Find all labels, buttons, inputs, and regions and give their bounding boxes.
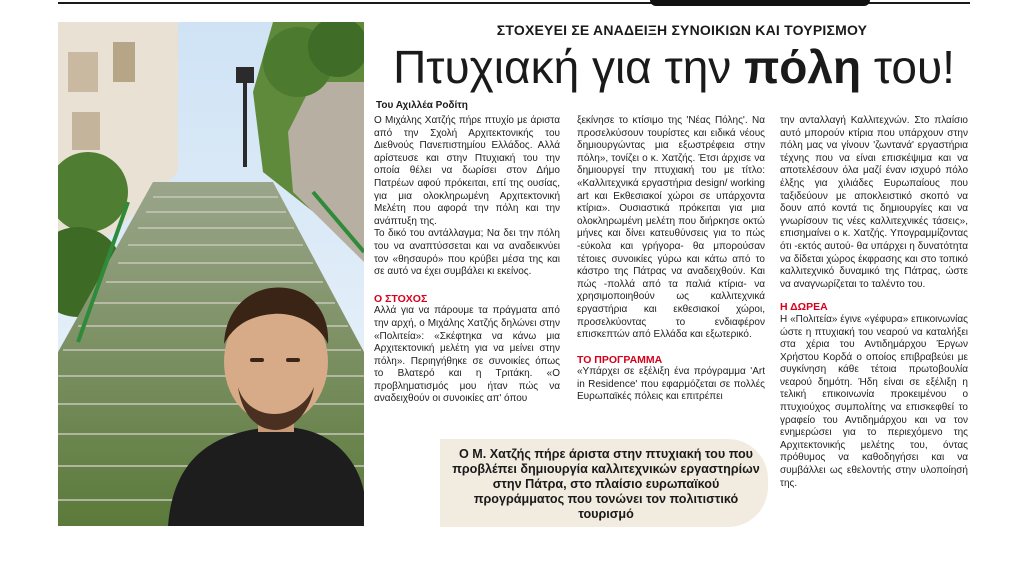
headline-post: του! (861, 41, 955, 93)
byline: Του Αχιλλέα Ροδίτη (376, 100, 468, 111)
article-column-1 (374, 115, 560, 406)
paragraph: Το δικό του αντάλλαγμα; Να δει την πόλη του να αναπτύσσεται και να αναδεικνύει τον «θησαυρό» που κρύβει μέσα της και σε αυτό να έχει συμβάλει κι εκείνος. (374, 228, 560, 278)
kicker: ΣΤΟΧΕΥΕΙ ΣΕ ΑΝΑΔΕΙΞΗ ΣΥΝΟΙΚΙΩΝ ΚΑΙ ΤΟΥΡΙΣΜΟΥ (496, 22, 868, 38)
stairs-street-image (58, 22, 364, 526)
headline-pre: Πτυχιακή για την (393, 41, 745, 93)
article-column-3 (780, 115, 968, 490)
paragraph: ξεκίνησε το κτίσιμο της 'Νέας Πόλης'. Να προσελκύσουν τουρίστες και ειδικά νέους δημιουργώντας μια εξωστρέφεια στην πόλη», τονίζει ο κ. Χατζής. Έτσι άρχισε να δημιουργεί την πτυχιακή του με τίτλο: «Καλλιτεχνικά εργαστήρια design/ working art και Εκθεσιακοί χώροι σε υπάρχοντα κτίρια». Ουσιαστικά πρόκειται για μια ολοκληρωμένη μελέτη που διήρκησε οκτώ μήνες και δίνει κατευθύνσεις για το πώς -εύκολα και γρήγορα- θα μπορούσαν τέτοιες συνοικίες γύρω και κάτω από το κάστρο της Πάτρας να αναδειχθούν. Και πώς -πολλά από τα παλιά κτίρια- να χρησιμοποιηθούν ως καλλιτεχνικά εργαστήρια και εκθεσιακοί χώροι, προσελκύοντας το ενδιαφέρον επισκεπτών από Ελλάδα και εξωτερικό. (577, 115, 765, 341)
subheading-gift: Η ΔΩΡΕΑ (780, 301, 828, 314)
paragraph: Αλλά για να πάρουμε τα πράγματα από την αρχή, ο Μιχάλης Χατζής δηλώνει στην «Πολιτεία»: «Σκέφτηκα να κάνω μια Αρχιτεκτονική μελέτη για να μείνει στην πόλη». Περιηγήθηκε σε συνοικίες όπως το Βλατερό και η Τριτάκη. «Ο προβληματισμός μου ήταν πώς να αναδειχθούν οι συνοικίες απ' όπου (374, 305, 560, 405)
headline (376, 38, 972, 96)
article-column-2 (577, 115, 765, 404)
paragraph: Η «Πολιτεία» έγινε «γέφυρα» επικοινωνίας ώστε η πτυχιακή του νεαρού να καταλήξει στα χέρια του Αντιδημάρχου Έργων Χρήστου Κορδά ο οποίος επιβραβεύει με συγκίνηση κάθε τέτοια πρωτοβουλία νεαρού δημότη. Ήδη είναι σε εξέλιξη η τελική επικοινωνία προκειμένου ο πτυχιούχος συμπολίτης να επισκεφθεί το γραφείο του Αντιδημάρχου και να τον ενημερώσει για το περιεχόμενο της Αρχιτεκτονικής μελέτης του, όντας πρόθυμος να καθοδηγήσει και να συμβάλλει ως εθελοντής στην υλοποίησή της. (780, 313, 968, 489)
subheading-program: ΤΟ ΠΡΟΓΡΑΜΜΑ (577, 353, 663, 366)
photo-caption: Ο Μ. Χατζής πήρε άριστα στην πτυχιακή του που προβλέπει δημιουργία καλλιτεχνικών εργαστηρίων στην Πάτρα, στο πλαίσιο ευρωπαϊκού προγράμματος που τονώνει τον πολιτιστικό τουρισμό (452, 447, 760, 521)
paragraph: Ο Μιχάλης Χατζής πήρε πτυχίο με άριστα από την Σχολή Αρχιτεκτονικής του Διεθνούς Πανεπιστημίου Ελλάδος. Αλλά αρίστευσε και στην Πτυχιακή του την οποία θέλει να δωρίσει στον Δήμο Πατρέων αφού πρόκειται, επί της ουσίας, για μια ολοκληρωμένη Αρχιτεκτονική Μελέτη που αφορά την πόλη και την ανάπτυξη της. (374, 115, 560, 227)
top-banner-edge (650, 0, 870, 6)
subheading-goal: Ο ΣΤΟΧΟΣ (374, 292, 428, 305)
paragraph: «Υπάρχει σε εξέλιξη ένα πρόγραμμα 'Art in Residence' που εφαρμόζεται σε πολλές Ευρωπαϊκές πόλεις και επιτρέπει (577, 366, 765, 403)
article-photo (58, 22, 364, 526)
headline-bold: πόλη (744, 41, 862, 93)
paragraph: την ανταλλαγή Καλλιτεχνών. Στο πλαίσιο αυτό μπορούν κτίρια που υπάρχουν στην πόλη μας να γίνουν 'ζωντανά' εργαστήρια τέχνης που να είναι επισκέψιμα και να αποτελέσουν όλα μαζί έναν ισχυρό πόλο έλξης για χιλιάδες Ευρωπαίους που ταξιδεύουν με αποκλειστικό σκοπό να δουν από κοντά τις δημιουργίες και να γνωρίσουν τις νέες καλλιτεχνικές τάσεις», επισημαίνει ο κ. Χατζής. Υπογραμμίζοντας ότι -εκτός αυτού- θα υπάρχει η δυνατότητα να δίδεται χώρος έκφρασης και στο τοπικό καλλιτεχνικό δυναμικό της Πάτρας, ώστε να αναγνωρίζεται το ταλέντο του. (780, 115, 968, 290)
